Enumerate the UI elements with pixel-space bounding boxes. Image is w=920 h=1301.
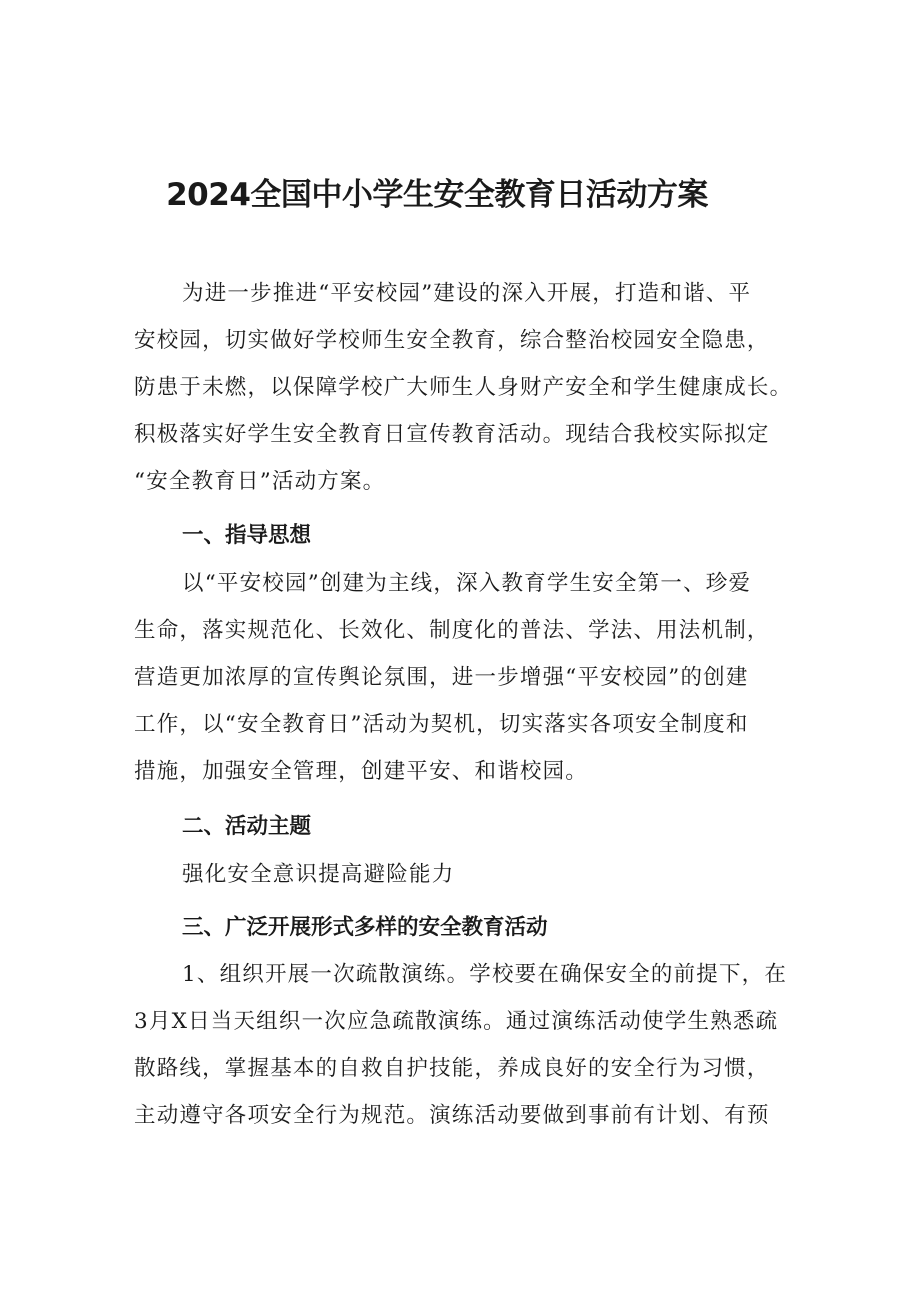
section-heading-guiding-ideology: 一、指导思想 xyxy=(182,523,312,548)
document-title: 2024全国中小学生安全教育日活动方案 xyxy=(166,177,708,213)
section1-line: 工作，以“安全教育日”活动为契机，切实落实各项安全制度和 xyxy=(134,712,749,737)
intro-line: 安校园，切实做好学校师生安全教育，综合整治校园安全隐患， xyxy=(134,328,770,353)
section1-line: 营造更加浓厚的宣传舆论氛围，进一步增强“平安校园”的创建 xyxy=(134,665,749,690)
intro-line: 防患于未燃，以保障学校广大师生人身财产安全和学生健康成长。 xyxy=(134,375,793,400)
section-heading-activity-theme: 二、活动主题 xyxy=(182,814,312,839)
section3-line: 3月X日当天组织一次应急疏散演练。通过演练活动使学生熟悉疏 xyxy=(134,1009,779,1034)
section-heading-activities: 三、广泛开展形式多样的安全教育活动 xyxy=(182,915,548,940)
section1-line: 生命，落实规范化、长效化、制度化的普法、学法、用法机制， xyxy=(134,618,770,643)
section3-line: 散路线，掌握基本的自救自护技能，养成良好的安全行为习惯， xyxy=(134,1056,770,1081)
intro-line: 为进一步推进“平安校园”建设的深入开展，打造和谐、平 xyxy=(182,281,752,306)
section1-line: 措施，加强安全管理，创建平安、和谐校园。 xyxy=(134,759,589,784)
intro-line: “安全教育日”活动方案。 xyxy=(134,469,386,494)
section1-line: 以“平安校园”创建为主线，深入教育学生安全第一、珍爱 xyxy=(182,571,752,596)
section3-line: 主动遵守各项安全行为规范。演练活动要做到事前有计划、有预 xyxy=(134,1103,770,1128)
section3-line: 1、组织开展一次疏散演练。学校要在确保安全的前提下，在 xyxy=(182,962,788,987)
section2-line: 强化安全意识提高避险能力 xyxy=(182,862,455,887)
intro-line: 积极落实好学生安全教育日宣传教育活动。现结合我校实际拟定 xyxy=(134,422,770,447)
